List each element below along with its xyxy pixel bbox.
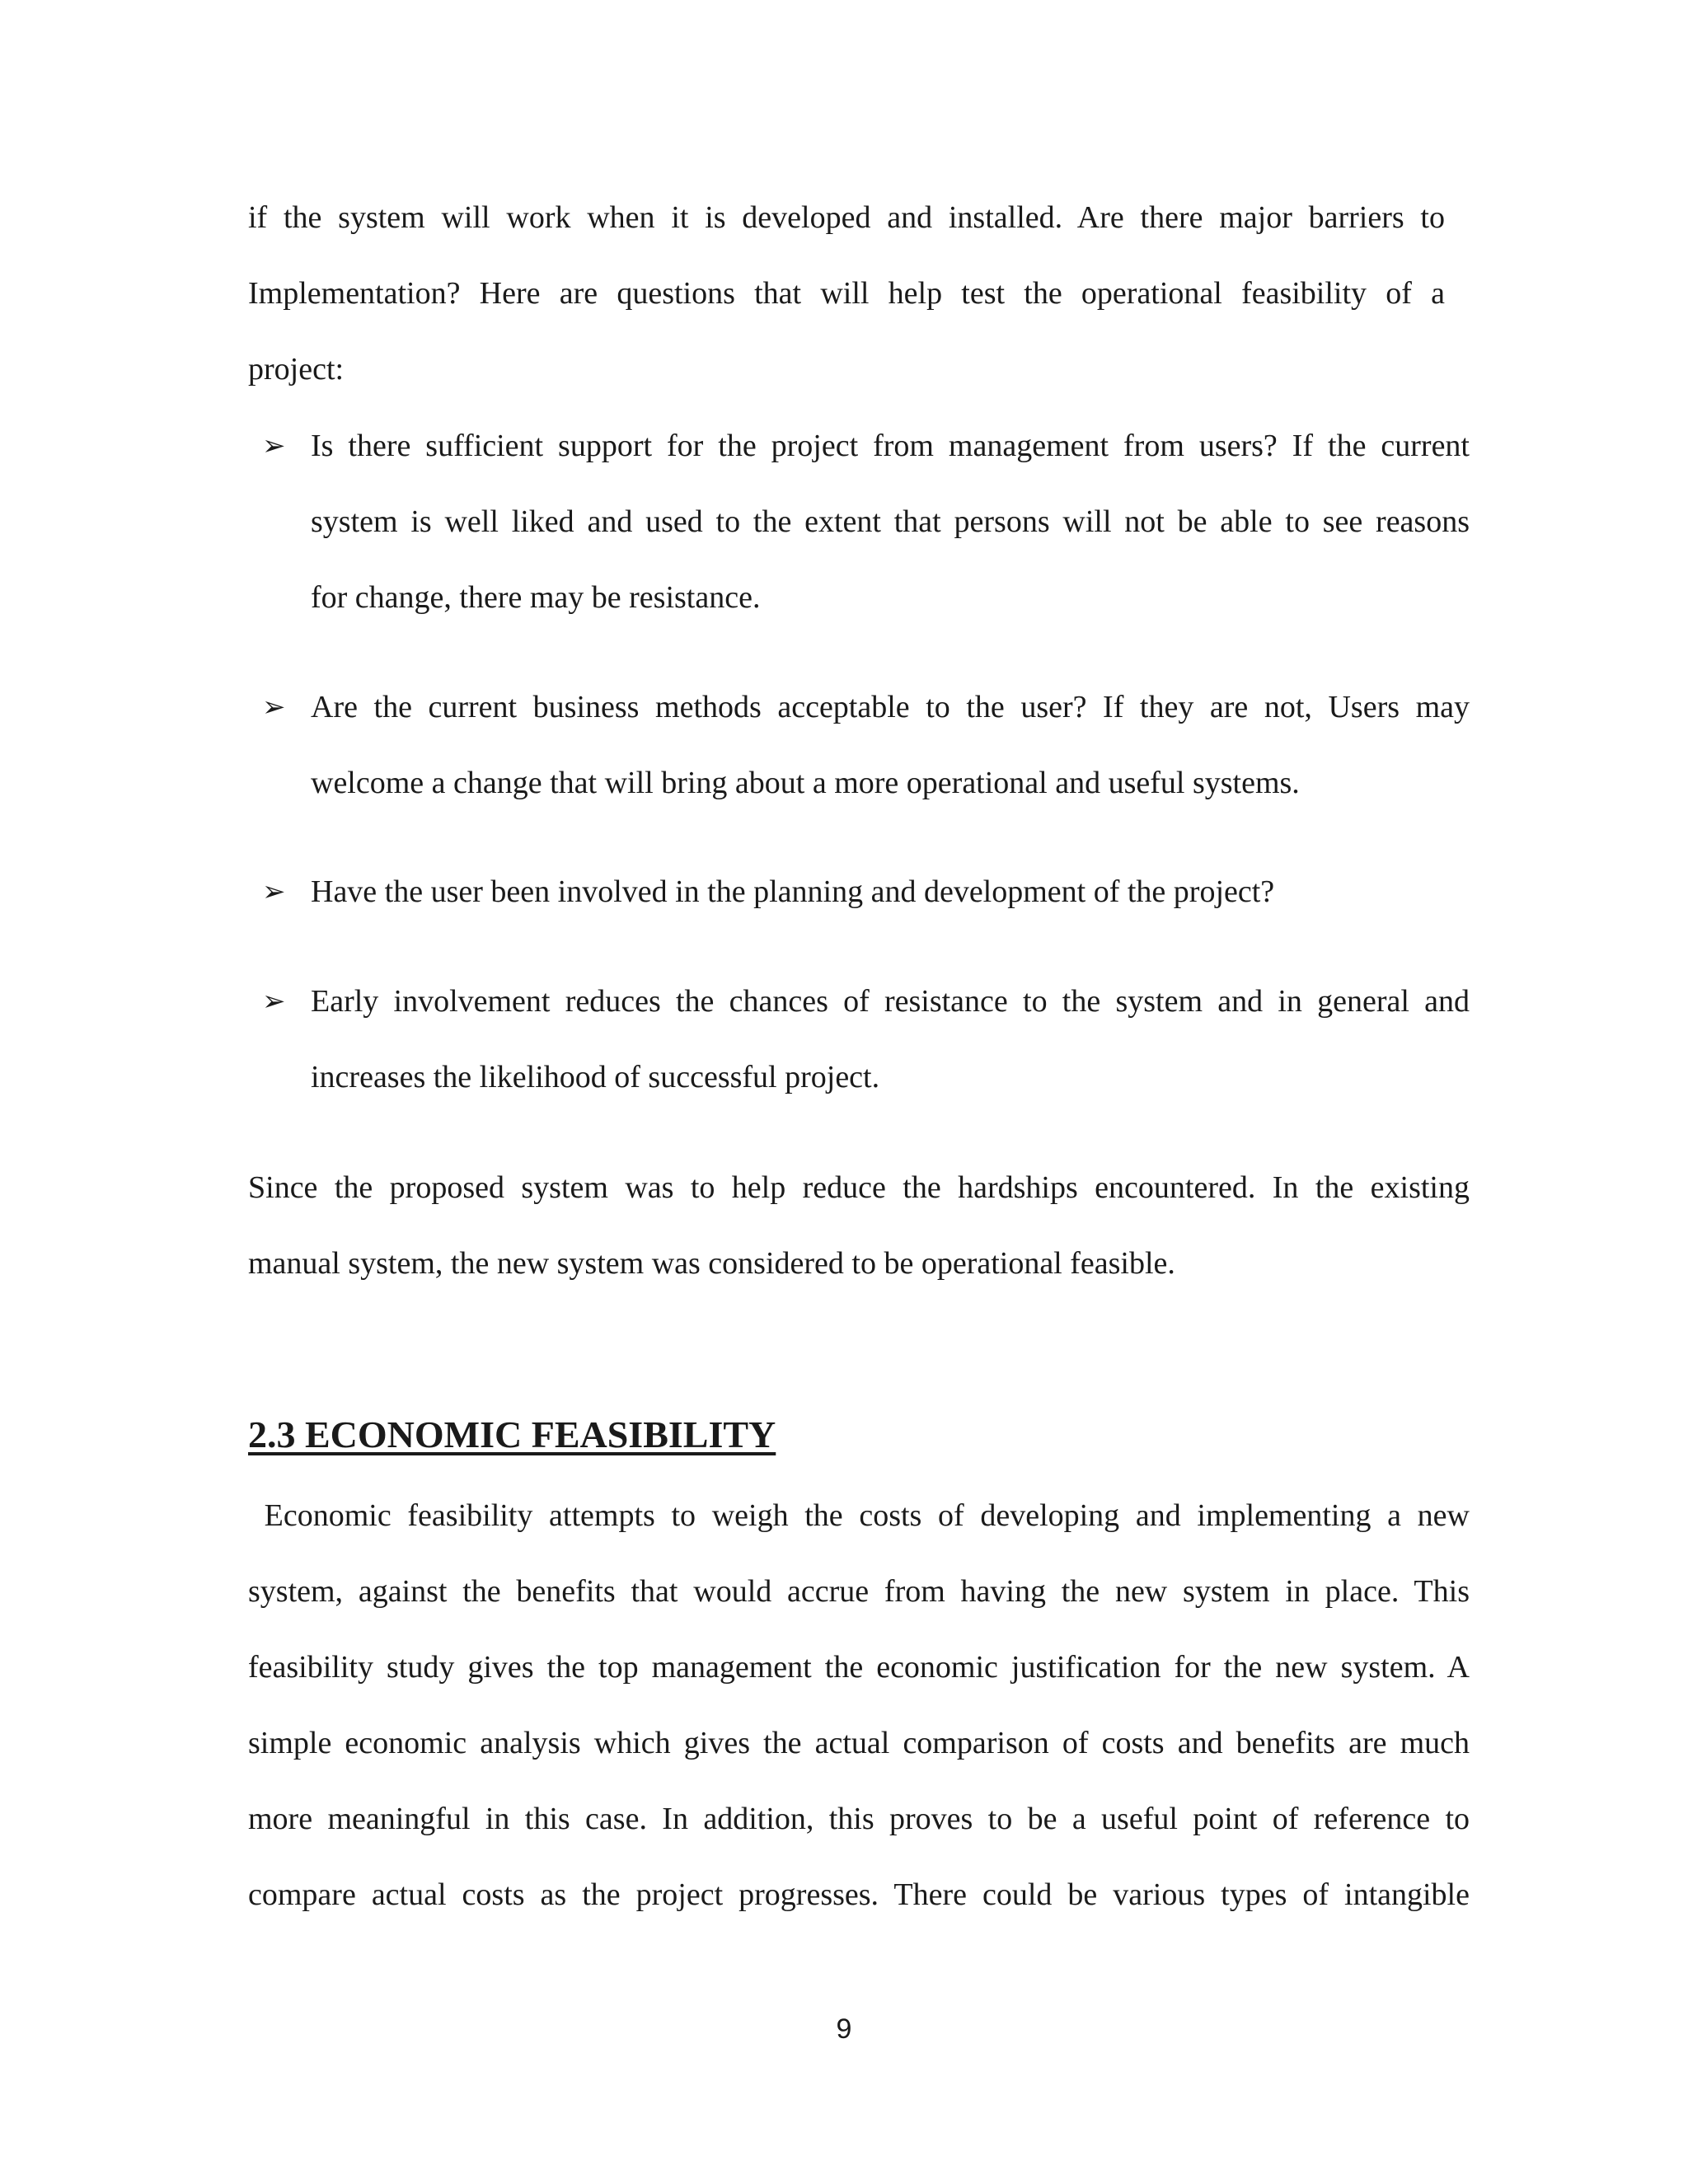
- arrow-bullet-icon: ➢: [262, 691, 286, 724]
- conclusion-line: manual system, the new system was considered to be operational feasible.: [248, 1246, 1175, 1281]
- section-line: system, against the benefits that would accrue from having the new system in place. This: [248, 1574, 1470, 1609]
- arrow-bullet-icon: ➢: [262, 875, 286, 908]
- intro-line: Implementation? Here are questions that will help test the operational feasibility of a: [248, 276, 1445, 311]
- intro-line: project:: [248, 352, 345, 387]
- bullet-line: increases the likelihood of successful project.: [311, 1060, 880, 1094]
- conclusion-line: Since the proposed system was to help reduce the hardships encountered. In the existing: [248, 1170, 1470, 1205]
- bullet-line: Early involvement reduces the chances of resistance to the system and in general and: [311, 984, 1470, 1019]
- section-line: more meaningful in this case. In addition, this proves to be a useful point of reference to: [248, 1802, 1470, 1836]
- bullet-line: Are the current business methods acceptable to the user? If they are not, Users may: [311, 690, 1470, 724]
- arrow-bullet-icon: ➢: [262, 985, 286, 1018]
- section-line: Economic feasibility attempts to weigh the costs of developing and implementing a new: [248, 1498, 1470, 1533]
- bullet-line: system is well liked and used to the extent that persons will not be able to see reasons: [311, 504, 1470, 539]
- page-number: 9: [836, 2013, 852, 2045]
- bullet-line: for change, there may be resistance.: [311, 580, 761, 615]
- bullet-line: Is there sufficient support for the project from management from users? If the current: [311, 429, 1470, 463]
- section-line: compare actual costs as the project progresses. There could be various types of intangible: [248, 1877, 1470, 1912]
- bullet-line: welcome a change that will bring about a more operational and useful systems.: [311, 766, 1300, 800]
- arrow-bullet-icon: ➢: [262, 429, 286, 462]
- bullet-line: Have the user been involved in the planning and development of the project?: [311, 874, 1275, 909]
- section-heading: 2.3 ECONOMIC FEASIBILITY: [248, 1413, 776, 1455]
- intro-line: if the system will work when it is developed and installed. Are there major barriers to: [248, 200, 1445, 235]
- section-line: feasibility study gives the top management the economic justification for the new system. A: [248, 1650, 1470, 1685]
- section-line: simple economic analysis which gives the actual comparison of costs and benefits are much: [248, 1726, 1470, 1760]
